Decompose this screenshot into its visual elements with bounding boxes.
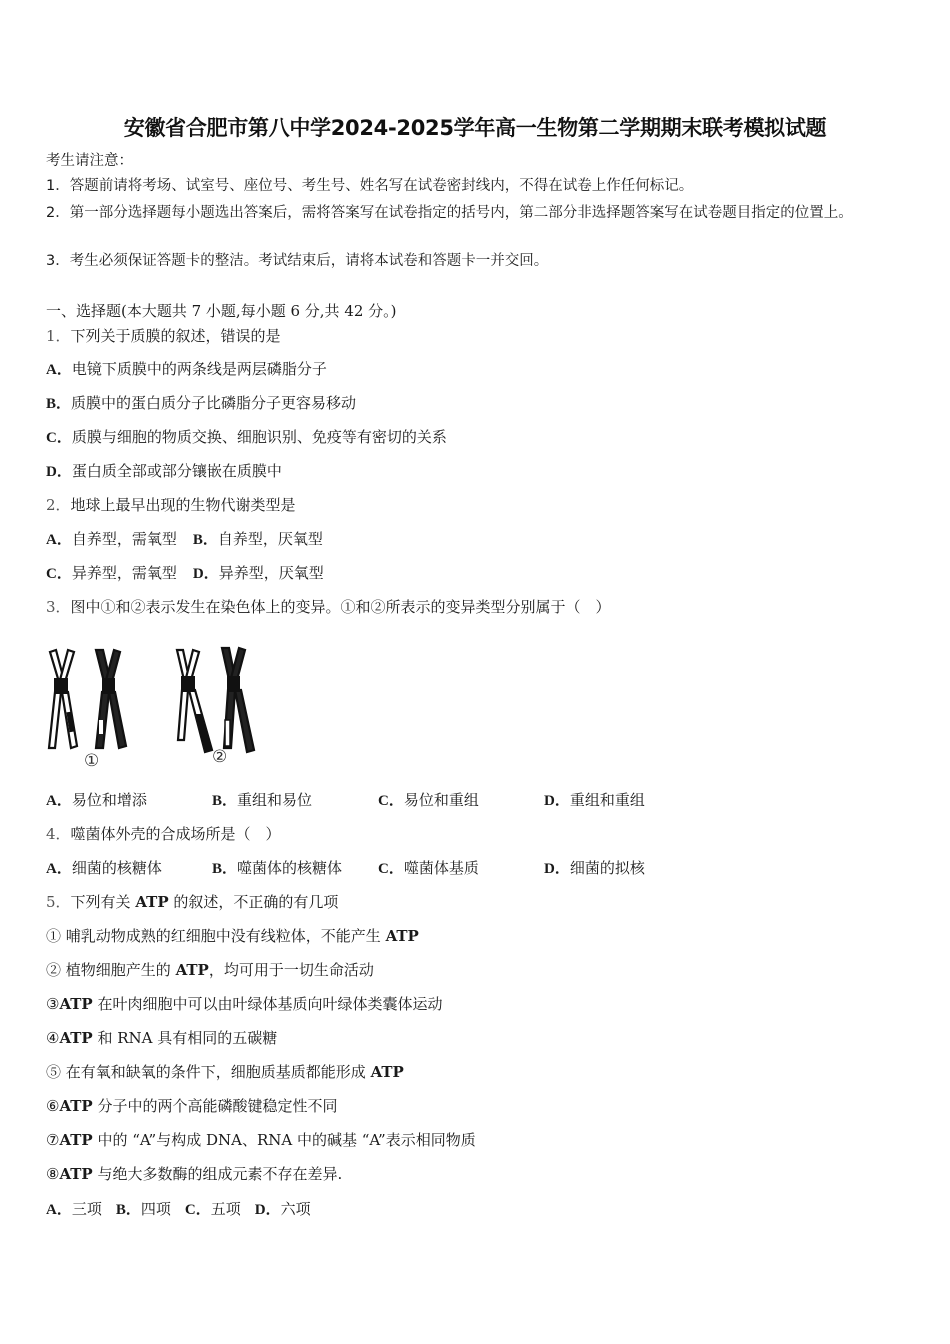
option-text: 易位和重组: [403, 791, 479, 809]
q5-statement-4: [46, 1028, 277, 1048]
option-text: 六项: [280, 1200, 311, 1218]
option-text: 质膜与细胞的物质交换、细胞识别、免疫等有密切的关系: [71, 428, 447, 446]
question-2: [46, 495, 296, 515]
option-letter: D．: [544, 861, 570, 877]
q3-option-c: [378, 790, 544, 811]
option-text: 细菌的拟核: [569, 859, 645, 877]
option-text: 自养型，需氧型: [71, 530, 177, 548]
statement-bold: ATP: [59, 995, 93, 1013]
option-letter: A．: [46, 861, 72, 877]
q5-statement-2: [46, 960, 374, 980]
option-letter: B．: [115, 1202, 141, 1218]
q5-statement-8: [46, 1164, 342, 1184]
statement-mark: ⑥: [46, 1097, 60, 1115]
option-text: 蛋白质全部或部分镶嵌在质膜中: [71, 462, 282, 480]
q5-statement-7: [46, 1130, 476, 1150]
question-stem: 下列关于质膜的叙述，错误的是: [70, 327, 281, 345]
question-5: [46, 892, 338, 912]
statement-mark: ③: [46, 995, 60, 1013]
option-letter: B．: [46, 396, 72, 412]
question-3: [46, 597, 611, 617]
question-4: [46, 824, 281, 844]
question-number: 4．: [46, 825, 71, 843]
option-letter: D．: [254, 1202, 281, 1218]
statement-bold: ATP: [59, 1097, 93, 1115]
section-heading: 一、选择题(本大题共 7 小题,每小题 6 分,共 42 分。): [46, 302, 397, 320]
q4-options: [46, 858, 710, 879]
statement-bold: ATP: [175, 961, 209, 979]
q4-option-d: [544, 858, 710, 879]
statement-mark: ②: [46, 961, 62, 979]
statement-mark: ⑦: [46, 1131, 60, 1149]
option-text: 噬菌体的核糖体: [237, 859, 343, 877]
option-letter: A．: [46, 532, 72, 548]
q5-statement-3: [46, 994, 443, 1014]
q5-statement-6: [46, 1096, 338, 1116]
statement-text-post: ，均可用于一切生命活动: [208, 961, 374, 979]
option-text: 电镜下质膜中的两条线是两层磷脂分子: [71, 360, 327, 378]
option-letter: D．: [192, 566, 219, 582]
chromosome-diagram-icon: [42, 640, 272, 780]
option-text: 易位和增添: [71, 791, 147, 809]
statement-bold: ATP: [59, 1029, 93, 1047]
question-stem: 地球上最早出现的生物代谢类型是: [70, 496, 296, 514]
question-stem-post: 的叙述，不正确的有几项: [173, 893, 339, 911]
notice-heading: 考生请注意：: [46, 153, 133, 169]
question-number: 3．: [46, 598, 71, 616]
option-text: 质膜中的蛋白质分子比磷脂分子更容易移动: [71, 394, 357, 412]
statement-bold: ATP: [385, 927, 419, 945]
option-letter: C．: [184, 1202, 211, 1218]
statement-mark: ⑧: [46, 1165, 60, 1183]
statement-text-post: 与绝大多数酶的组成元素不存在差异.: [92, 1165, 343, 1183]
option-letter: B．: [192, 532, 218, 548]
q4-option-a: [46, 858, 212, 879]
option-letter: D．: [544, 793, 570, 809]
question-number: 1．: [46, 327, 71, 345]
option-letter: A．: [46, 1202, 72, 1218]
q1-option-a: [46, 359, 327, 380]
option-letter: C．: [46, 566, 72, 582]
figure-label-1: ①: [84, 751, 100, 771]
q2-options-row-1: [46, 529, 323, 550]
q2-options-row-2: [46, 563, 324, 584]
chromosome-figure: [42, 640, 272, 780]
option-text: 三项: [71, 1200, 102, 1218]
statement-mark: ⑤: [46, 1063, 62, 1081]
q3-option-d: [544, 790, 710, 811]
question-number: 5．: [46, 893, 71, 911]
option-text: 异养型，厌氧型: [218, 564, 324, 582]
statement-bold: ATP: [59, 1165, 93, 1183]
statement-mark: ①: [46, 927, 62, 945]
question-stem-bold: ATP: [135, 893, 169, 911]
statement-text-post: 在叶肉细胞中可以由叶绿体基质向叶绿体类囊体运动: [92, 995, 443, 1013]
q3-options: [46, 790, 710, 811]
option-text: 五项: [210, 1200, 241, 1218]
page-title: 安徽省合肥市第八中学2024-2025学年高一生物第二学期期末联考模拟试题: [123, 116, 827, 140]
q1-option-c: [46, 427, 447, 448]
option-letter: C．: [46, 430, 72, 446]
option-text: 四项: [140, 1200, 171, 1218]
notice-item-1: 1．答题前请将考场、试室号、座位号、考生号、姓名写在试卷密封线内，不得在试卷上作任何标记。: [46, 178, 694, 194]
figure-label-2: ②: [212, 747, 228, 767]
q4-option-c: [378, 858, 544, 879]
option-text: 细菌的核糖体: [71, 859, 162, 877]
statement-text: 植物细胞产生的: [61, 961, 176, 979]
option-letter: C．: [378, 793, 404, 809]
option-letter: B．: [212, 793, 238, 809]
option-text: 异养型，需氧型: [71, 564, 177, 582]
statement-text: 哺乳动物成熟的红细胞中没有线粒体，不能产生: [61, 927, 386, 945]
q5-options: [46, 1199, 311, 1220]
q5-statement-5: [46, 1062, 404, 1082]
question-stem: 图中①和②表示发生在染色体上的变异。①和②所表示的变异类型分别属于（ ）: [70, 598, 611, 616]
option-letter: B．: [212, 861, 238, 877]
question-stem: 噬菌体外壳的合成场所是（ ）: [70, 825, 281, 843]
q4-option-b: [212, 858, 378, 879]
q1-option-d: [46, 461, 282, 482]
statement-bold: ATP: [370, 1063, 404, 1081]
statement-bold: ATP: [59, 1131, 93, 1149]
q3-option-a: [46, 790, 212, 811]
q1-option-b: [46, 393, 356, 414]
statement-text: 在有氧和缺氧的条件下，细胞质基质都能形成: [61, 1063, 371, 1081]
notice-item-2: 2．第一部分选择题每小题选出答案后，需将答案写在试卷指定的括号内，第二部分非选择题答案写在试卷题目指定的位置上。: [46, 205, 853, 221]
option-letter: A．: [46, 362, 72, 378]
option-text: 重组和重组: [569, 791, 645, 809]
option-letter: A．: [46, 793, 72, 809]
question-stem-pre: 下列有关: [70, 893, 131, 911]
notice-item-3: 3．考生必须保证答题卡的整洁。考试结束后，请将本试卷和答题卡一并交回。: [46, 253, 549, 269]
q5-statement-1: [46, 926, 419, 946]
option-text: 重组和易位: [237, 791, 313, 809]
option-text: 自养型，厌氧型: [217, 530, 323, 548]
question-1: [46, 326, 281, 346]
statement-mark: ④: [46, 1029, 60, 1047]
option-text: 噬菌体基质: [403, 859, 479, 877]
q3-option-b: [212, 790, 378, 811]
statement-text-post: 中的 “A”与构成 DNA、RNA 中的碱基 “A”表示相同物质: [92, 1131, 476, 1149]
option-letter: D．: [46, 464, 72, 480]
statement-text-post: 和 RNA 具有相同的五碳糖: [92, 1029, 278, 1047]
question-number: 2．: [46, 496, 71, 514]
statement-text-post: 分子中的两个高能磷酸键稳定性不同: [92, 1097, 338, 1115]
option-letter: C．: [378, 861, 404, 877]
